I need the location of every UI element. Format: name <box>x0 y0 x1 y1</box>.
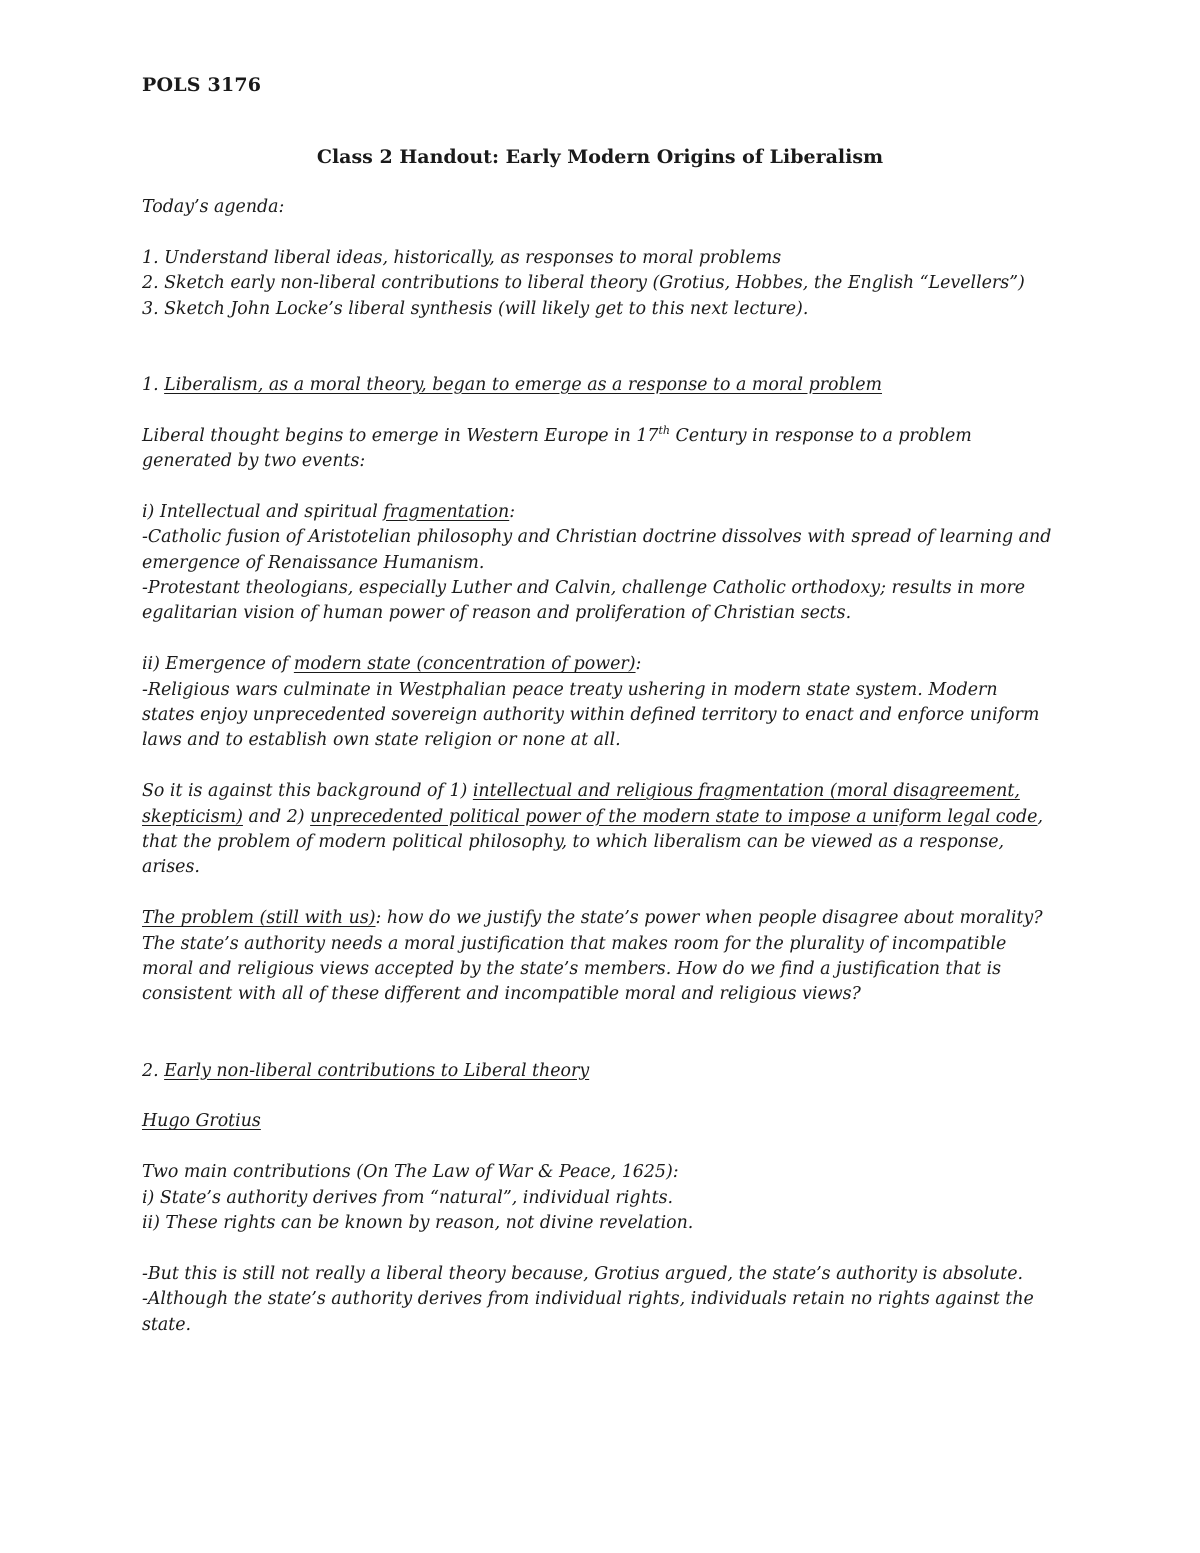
contributions-intro: Two main contributions (On The Law of War & Peace, 1625): <box>142 1162 679 1183</box>
intro-line-2: generated by two events: <box>142 451 366 472</box>
handout-title: Class 2 Handout: Early Modern Origins of Liberalism <box>316 146 884 168</box>
event-1-point-2-line-1: -Protestant theologians, especially Luther and Calvin, challenge Catholic orthodoxy; results in more <box>142 578 1026 599</box>
contribution-1: i) State’s authority derives from “natural”, individual rights. <box>142 1187 674 1208</box>
event-2-line-1: -Religious wars culminate in Westphalian peace treaty ushering in modern state system. Modern <box>142 679 998 700</box>
ordinal-superscript: th <box>658 423 670 437</box>
problem-line-4: consistent with all of these different and incompatible moral and religious views? <box>142 984 861 1005</box>
grotius-subheading: Hugo Grotius <box>142 1111 261 1132</box>
agenda-item-1: 1. Understand liberal ideas, historically, as responses to moral problems <box>142 247 782 268</box>
section-1-number: 1. <box>142 374 165 395</box>
background-line-2: skepticism) and 2) unprecedented political power of the modern state to impose a uniform legal code, <box>142 806 1043 827</box>
course-code: POLS 3176 <box>142 74 262 96</box>
event-1-point-1-line-2: emergence of Renaissance Humanism. <box>142 552 485 573</box>
event-2-heading: ii) Emergence of modern state (concentration of power): <box>142 654 642 675</box>
handout-body <box>142 195 1062 1338</box>
section-1-title: Liberalism, as a moral theory, began to emerge as a response to a moral problem <box>164 374 882 395</box>
event-2-line-3: laws and to establish own state religion or none at all. <box>142 730 621 751</box>
problem-line-3: moral and religious views accepted by the state’s members. How do we find a justification that is <box>142 959 1002 980</box>
event-2-term: modern state (concentration of power) <box>293 654 636 675</box>
intro-line-1: Liberal thought begins to emerge in Western Europe in 17th Century in response to a problem <box>142 423 972 446</box>
problem-label: The problem (still with us) <box>142 908 376 929</box>
event-1-point-1-line-1: -Catholic fusion of Aristotelian philosophy and Christian doctrine dissolves with spread of learning and <box>142 527 1052 548</box>
agenda-heading: Today’s agenda: <box>142 197 285 217</box>
event-2-line-2: states enjoy unprecedented sovereign authority within defined territory to enact and enforce uniform <box>142 705 1040 726</box>
section-2-title: Early non-liberal contributions to Liberal theory <box>164 1060 590 1081</box>
event-1-point-2-line-2: egalitarian vision of human power of reason and proliferation of Christian sects. <box>142 603 852 624</box>
grotius-note-1: -But this is still not really a liberal theory because, Grotius argued, the state’s authority is absolute. <box>142 1263 1024 1284</box>
grotius-note-2-line-2: state. <box>142 1314 192 1335</box>
section-2-heading <box>142 1059 1062 1084</box>
background-line-4: arises. <box>142 857 200 878</box>
background-line-3: that the problem of modern political philosophy, to which liberalism can be viewed as a response, <box>142 832 1005 853</box>
event-1-heading: i) Intellectual and spiritual fragmentation: <box>142 501 516 522</box>
background-line-1: So it is against this background of 1) intellectual and religious fragmentation (moral disagreement, <box>142 781 1020 802</box>
agenda-item-2: 2. Sketch early non-liberal contributions to liberal theory (Grotius, Hobbes, the English “Levellers”) <box>142 273 1025 294</box>
event-1-term: fragmentation <box>383 501 510 522</box>
problem-line-1: The problem (still with us): how do we justify the state’s power when people disagree about morality? <box>142 908 1043 929</box>
section-2-number: 2. <box>142 1060 165 1081</box>
grotius-note-2-line-1: -Although the state’s authority derives from individual rights, individuals retain no rights against the <box>142 1289 1034 1310</box>
contribution-2: ii) These rights can be known by reason, not divine revelation. <box>142 1213 694 1234</box>
agenda-item-3: 3. Sketch John Locke’s liberal synthesis (will likely get to this next lecture). <box>142 298 809 319</box>
problem-line-2: The state’s authority needs a moral justification that makes room for the plurality of incompatible <box>142 933 1007 954</box>
section-1-heading <box>142 373 1062 398</box>
